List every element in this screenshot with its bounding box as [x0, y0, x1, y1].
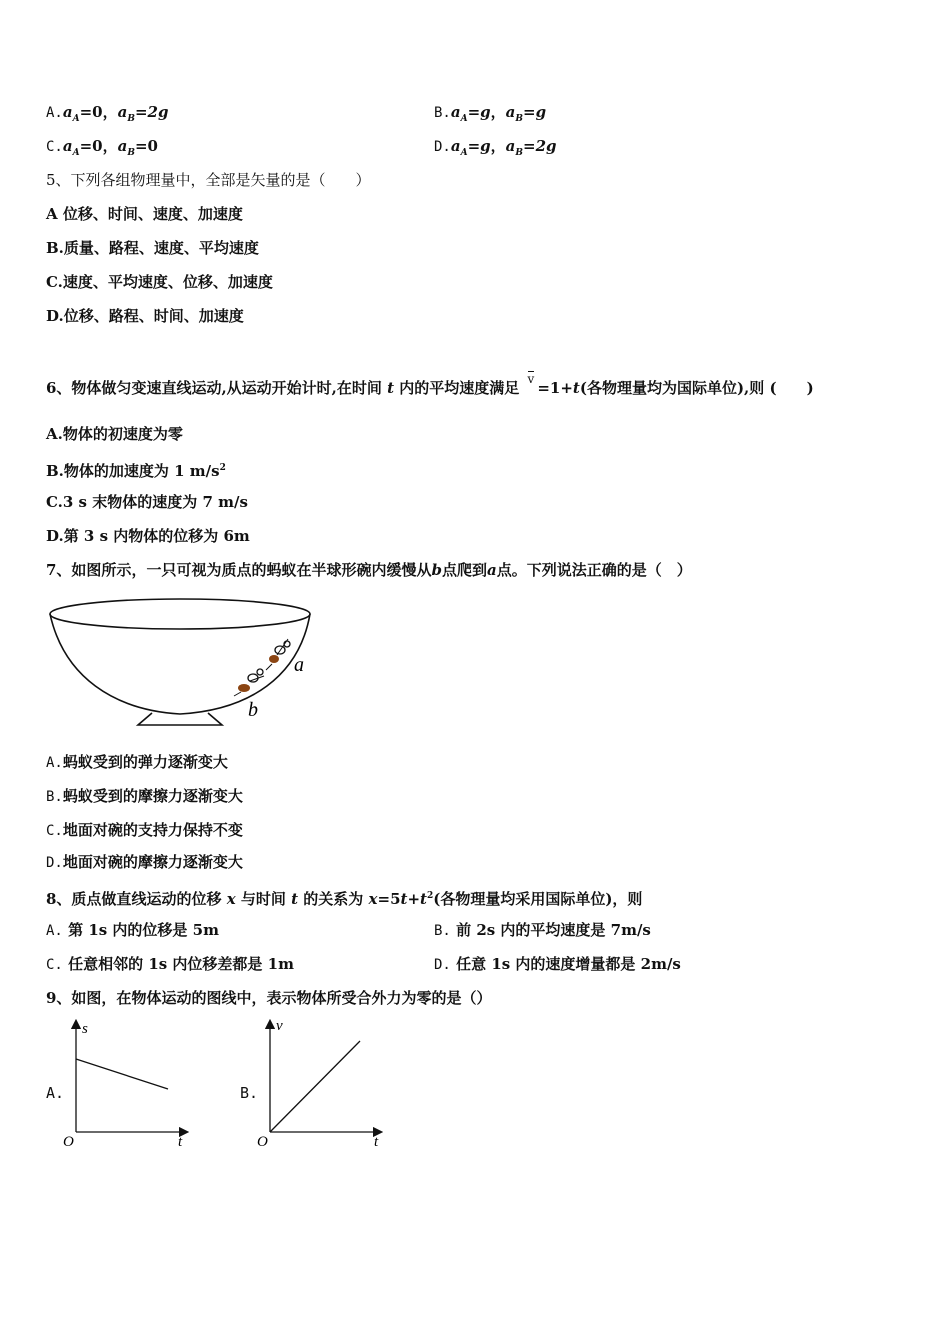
- q7-option-d: D.地面对碗的摩擦力逐渐变大: [46, 853, 243, 871]
- q8-option-a: A. 第 1s 内的位移是 5m: [46, 921, 219, 939]
- q6-stem: 6、物体做匀变速直线运动,从运动开始计时,在时间 t 内的平均速度满足 v =1+t(各物理量均为国际单位),则 ( ): [46, 372, 814, 397]
- graph-b-line: [270, 1041, 360, 1132]
- q8-option-b: B. 前 2s 内的平均速度是 7m/s: [434, 921, 651, 939]
- q9-stem: 9、如图，在物体运动的图线中，表示物体所受合外力为零的是（）: [46, 989, 492, 1007]
- q8-option-c: C. 任意相邻的 1s 内位移差都是 1m: [46, 955, 294, 973]
- graph-a-x-label: t: [178, 1134, 183, 1150]
- q4-option-b: $B.a_A=g$，$a_B=g$: [434, 103, 547, 124]
- v-bar: v: [527, 372, 535, 386]
- q5-stem: 5、下列各组物理量中，全部是矢量的是（ ）: [46, 171, 371, 189]
- graph-a-y-label: s: [82, 1021, 88, 1037]
- ant-a-icon: [266, 639, 290, 670]
- q5-option-c: C.速度、平均速度、位移、加速度: [46, 273, 273, 291]
- graph-b-y-label: v: [276, 1018, 283, 1034]
- q7-option-c: C.地面对碗的支持力保持不变: [46, 821, 243, 839]
- bowl-rim: [50, 599, 310, 629]
- graph-b: [254, 1016, 394, 1156]
- graph-a-option-label: A.: [46, 1084, 65, 1102]
- graph-a-origin: O: [63, 1134, 74, 1150]
- figure-label-a: a: [294, 654, 304, 676]
- q5-option-a: A 位移、时间、速度、加速度: [46, 205, 243, 223]
- q5-option-b: B.质量、路程、速度、平均速度: [46, 239, 259, 257]
- graph-b-option-label: B.: [240, 1084, 259, 1102]
- bowl-figure: [44, 592, 324, 732]
- q6-option-b: B.物体的加速度为 1 $m/s^2$: [46, 462, 226, 480]
- q7-option-b: B.蚂蚁受到的摩擦力逐渐变大: [46, 787, 243, 805]
- q4-option-c: $C.a_A=0$，$a_B=0$: [46, 137, 158, 158]
- q7-option-a: A.蚂蚁受到的弹力逐渐变大: [46, 753, 228, 771]
- q4-option-a: $A.a_A=0$，$a_B=2g$: [46, 103, 169, 124]
- graph-b-origin: O: [257, 1134, 268, 1150]
- q7-stem: 7、如图所示，一只可视为质点的蚂蚁在半球形碗内缓慢从b点爬到a点。下列说法正确的是（ ）: [46, 561, 692, 579]
- graph-b-x-label: t: [374, 1134, 379, 1150]
- q6-option-d: D.第 3 s 内物体的位移为 6m: [46, 527, 250, 545]
- figure-label-b: b: [248, 699, 258, 721]
- q8-stem: 8、质点做直线运动的位移 x 与时间 t 的关系为 $x=5t+t^2$(各物理量均采用国际单位)，则: [46, 890, 643, 908]
- q4-option-d: $D.a_A=g$，$a_B=2g$: [434, 137, 557, 158]
- q6-option-a: A.物体的初速度为零: [46, 425, 183, 443]
- q6-option-c: C.3 s 末物体的速度为 7 m/s: [46, 493, 248, 511]
- graph-a-line: [76, 1059, 168, 1089]
- q5-option-d: D.位移、路程、时间、加速度: [46, 307, 244, 325]
- q8-option-d: D. 任意 1s 内的速度增量都是 2m/s: [434, 955, 681, 973]
- graph-a: [60, 1016, 200, 1156]
